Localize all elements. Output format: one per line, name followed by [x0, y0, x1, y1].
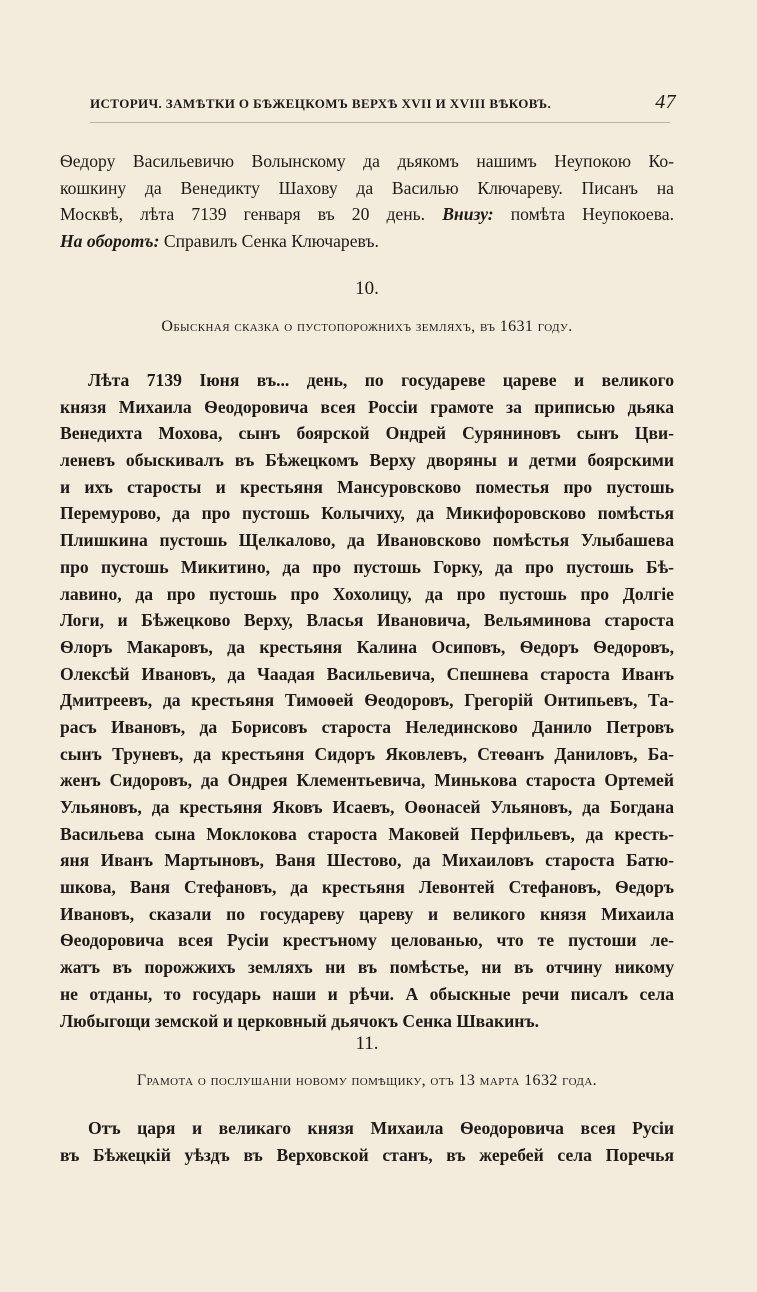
section-number: 11.	[355, 1033, 379, 1054]
text-line: яня Иванъ Мартыновъ, Ваня Шестово, да Михаиловъ староста Батю-	[60, 850, 674, 871]
text-line: Логи, и Бѣжецково Верху, Власья Ивановича, Вельяминова староста	[60, 610, 674, 631]
text-line: Ѳлоръ Макаровъ, да крестьяня Калина Осиповъ, Ѳедоръ Ѳедоровъ,	[60, 636, 674, 657]
text-line: кошкину да Венедикту Шахову да Василью Ключареву. Писанъ на	[60, 177, 674, 198]
section-title: Грамота о послушаніи новому помѣщику, отъ 13 марта 1632 года.	[136, 1072, 598, 1089]
text-line: жатъ въ порожжихъ земляхъ ни въ помѣстье, ни въ отчину никому	[60, 957, 674, 978]
note-label: Внизу:	[442, 204, 494, 225]
section-11-text	[60, 1115, 674, 1168]
text-line	[60, 201, 674, 228]
section-number: 10.	[355, 278, 379, 299]
text-line: сынъ Труневъ, да крестьяня Сидоръ Яковлевъ, Стеѳанъ Даниловъ, Ба-	[60, 743, 674, 764]
text-line: про пустошь Микитино, да про пустошь Горку, да про пустошь Бѣ-	[60, 556, 674, 577]
text-line: Любыгощи земской и церковный дьячокъ Сенка Швакинъ.	[60, 1010, 540, 1031]
text-line	[60, 228, 674, 255]
text-line: Ульяновъ, да крестьяня Яковъ Исаевъ, Оѳонасей Ульяновъ, да Богдана	[60, 797, 674, 817]
text-line: Плишкина пустошь Щелкалово, да Ивановсково помѣстья Улыбашева	[60, 530, 674, 551]
text-line: Ивановъ, сказали по государеву цареву и великого князя Михаила	[60, 903, 674, 924]
section-10-text	[60, 367, 674, 1034]
text-line: Перемурово, да про пустошь Колычиху, да Микифоровсково помѣстья	[60, 503, 674, 524]
text-line: расъ Ивановъ, да Борисовъ староста Нелединсково Данило Петровъ	[60, 716, 674, 737]
text-line: Венедихта Мохова, сынъ боярской Ондрей Суряниновъ сынъ Цви-	[60, 423, 674, 444]
text-line-part: Москвѣ, лѣта 7139 генваря въ 20 день.	[60, 204, 426, 225]
section-title: Обыскная сказка о пустопорожнихъ земляхъ, въ 1631 году.	[161, 318, 573, 335]
intro-paragraph	[60, 148, 674, 255]
text-line: и ихъ старосты и крестьяня Мансуровсково поместья про пустошь	[60, 476, 674, 497]
text-line: леневъ обыскивалъ въ Бѣжецкомъ Верху дворяны и детми боярскими	[60, 450, 674, 471]
text-line: въ Бѣжецкій уѣздъ въ Верховской станъ, въ жеребей села Поречья	[60, 1144, 674, 1165]
text-line: Ѳедору Васильевичю Волынскому да дьякомъ нашимъ Неупокою Ко-	[60, 151, 674, 171]
running-title: ИСТОРИЧ. ЗАМѢТКИ О БѢЖЕЦКОМЪ ВЕРХѢ XVII И XVIII ВѢКОВЪ.	[90, 96, 552, 111]
text-line: женъ Сидоровъ, да Ондрея Клементьевича, Минькова староста Ортемей	[60, 770, 674, 791]
text-line: шкова, Ваня Стефановъ, да крестьяня Левонтей Стефановъ, Ѳедоръ	[60, 877, 674, 898]
text-line: Васильева сына Моклокова староста Маковей Перфильевъ, да кресть-	[60, 823, 674, 844]
text-line: не отданы, то государь наши и рѣчи. А обыскные речи писалъ села	[60, 983, 674, 1004]
header-rule	[90, 122, 670, 123]
text-line-part: Справилъ Сенка Ключаревъ.	[159, 231, 379, 252]
note-label: На оборотъ:	[60, 231, 160, 252]
text-line: Лѣта 7139 Іюня въ... день, по государеве цареве и великого	[88, 370, 674, 390]
page-number: 47	[655, 91, 676, 113]
text-line: Отъ царя и великаго князя Михаила Ѳеодоровича всея Русіи	[88, 1118, 674, 1138]
text-line: Дмитреевъ, да крестьяня Тимоѳей Ѳеодоровъ, Грегорій Онтипьевъ, Та-	[60, 690, 674, 711]
text-line: лавино, да про пустошь про Хохолицу, да про пустошь про Долгіе	[60, 583, 674, 604]
text-line: князя Михаила Ѳеодоровича всея Россіи грамоте за приписью дьяка	[60, 396, 674, 417]
text-line: Ѳеодоровича всея Русіи крестъному целованью, что те пустоши ле-	[60, 930, 674, 951]
text-line: Олексѣй Ивановъ, да Чаадая Васильевича, Спешнева староста Иванъ	[60, 663, 674, 684]
text-line-part: помѣта Неупокоева.	[493, 204, 674, 225]
